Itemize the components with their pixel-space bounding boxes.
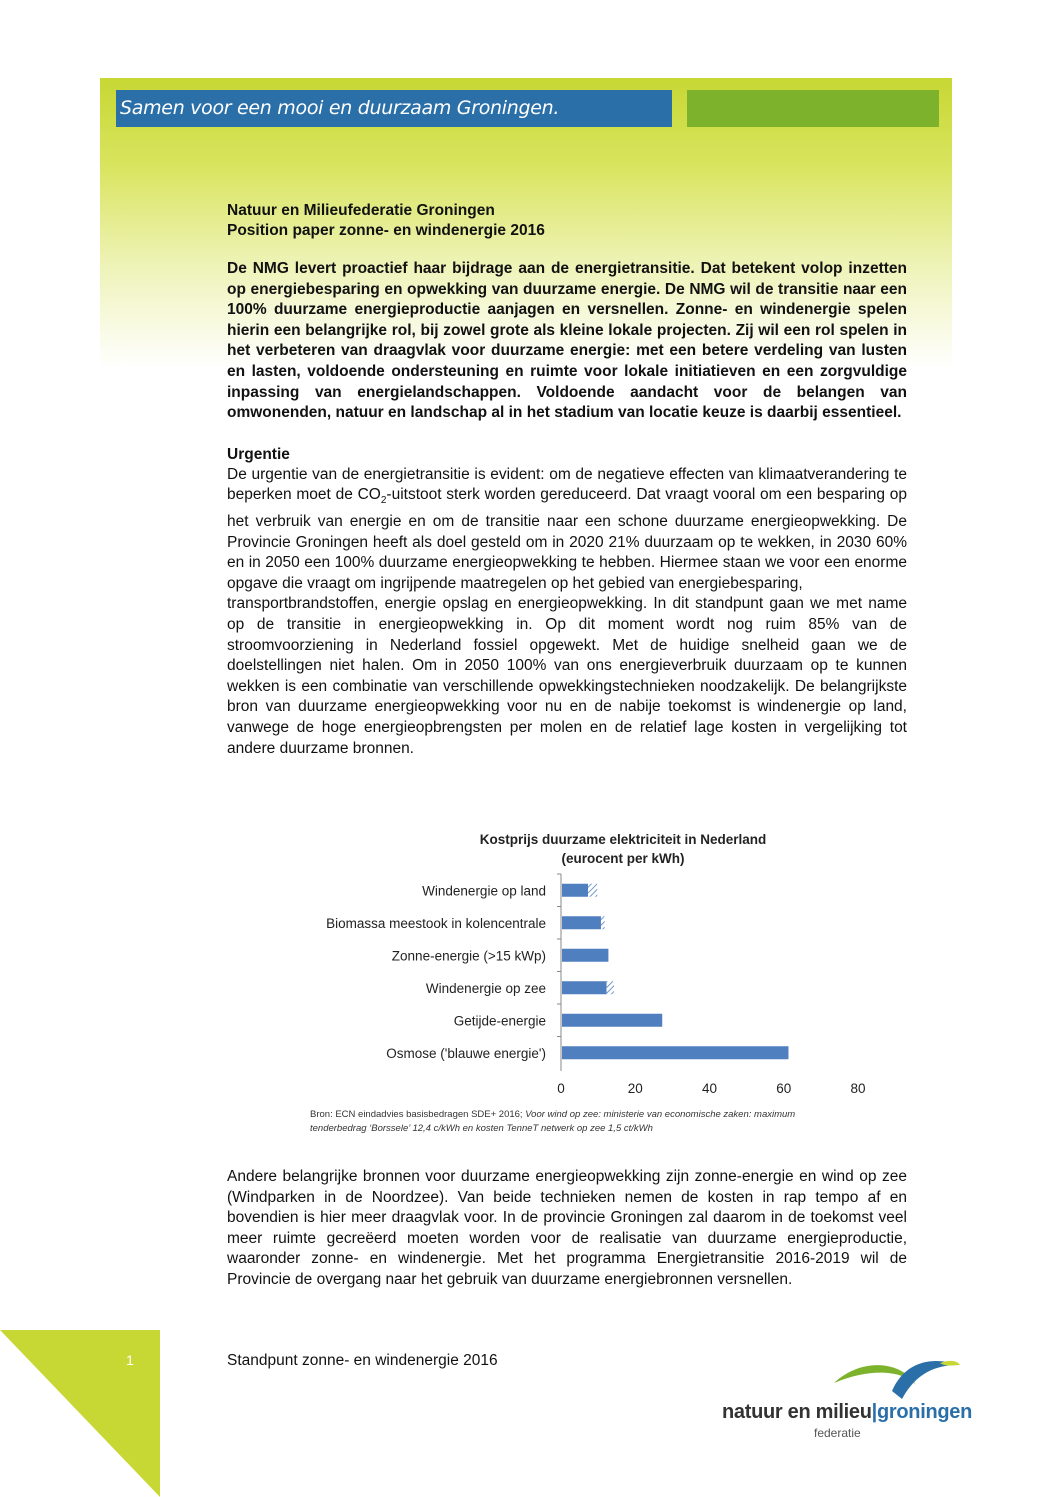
logo-natuur-en-milieu: natuur en milieu — [722, 1401, 872, 1423]
chart-x-tick-label: 60 — [776, 1081, 792, 1096]
chart-category-label: Biomassa meestook in kolencentrale — [326, 915, 546, 931]
chart-source-prefix: Bron: ECN eindadvies basisbedragen SDE+ 2016; — [310, 1109, 526, 1120]
slogan-banner: Samen voor een mooi en duurzaam Groningen. — [116, 90, 672, 127]
chart-category-label: Osmose ('blauwe energie') — [386, 1045, 546, 1061]
chart-category-label: Windenergie op zee — [425, 980, 546, 996]
chart-bar-range-hatch — [588, 884, 597, 897]
organization-name: Natuur en Milieufederatie Groningen — [227, 202, 495, 219]
urgency-paragraph-1 — [227, 465, 907, 595]
green-banner-block — [687, 90, 939, 127]
chart-x-tick-label: 20 — [627, 1081, 643, 1096]
logo-groningen: groningen — [876, 1401, 973, 1423]
co2-subscript: 2 — [380, 495, 387, 507]
bird-leaf-logo-icon — [832, 1355, 962, 1405]
logo-separator: | — [871, 1401, 877, 1423]
corner-triangle-decoration — [0, 1330, 160, 1497]
urgency-text-a: De urgentie van de energietransitie is evident: om de negatieve effecten van klimaatverandering te beperken moet de CO — [227, 465, 907, 504]
chart-bar — [562, 916, 601, 929]
footer-title: Standpunt zonne- en windenergie 2016 — [227, 1352, 498, 1369]
chart-bar — [562, 884, 588, 897]
chart-category-label: Getijde-energie — [453, 1013, 546, 1029]
logo-wordmark — [722, 1401, 972, 1424]
chart-bar — [562, 949, 608, 962]
chart-title: Kostprijs duurzame elektriciteit in Nederland — [479, 832, 767, 847]
cost-chart — [298, 826, 898, 1146]
chart-subtitle: (eurocent per kWh) — [561, 851, 685, 866]
intro-paragraph: De NMG levert proactief haar bijdrage aan de energietransitie. Dat betekent volop inzetten op energiebesparing en opwekking van duurzame energie. De NMG wil de transitie naar een 100% duurzame energieproductie aanjagen en versnellen. Zonne- en windenergie spelen hierin een belangrijke rol, bij zowel grote als kleine lokale projecten. Zij wil een rol spelen in het verbeteren van draagvlak voor duurzame energie: met een betere verdeling van lusten en lasten, voldoende ondersteuning en ruimte voor lokale initiatieven en een zorgvuldige inpassing van energielandschappen. Voldoende aandacht voor de belangen van omwonenden, natuur en landschap al in het stadium van locatie keuze is daarbij essentieel. — [227, 260, 907, 422]
paragraph-after-chart: Andere belangrijke bronnen voor duurzame energieopwekking zijn zonne-energie en wind op zee (Windparken in de Noordzee). Van beide technieken nemen de kosten in rap tempo af en bovendien is hier meer draagvlak voor. In de provincie Groningen zal daarom in de toekomst veel meer ruimte gecreëerd moeten worden voor de realisatie van duurzame energieproductie, waaronder zonne- en windenergie. Met het programma Energietransitie 2016-2019 wil de Provincie de overgang naar het gebruik van duurzame energiebronnen versnellen. — [227, 1168, 907, 1288]
chart-bar — [562, 1046, 788, 1059]
chart-marks — [326, 874, 865, 1096]
document-body — [227, 201, 907, 759]
section-heading-urgentie: Urgentie — [227, 445, 290, 463]
chart-x-tick-label: 40 — [701, 1081, 718, 1096]
chart-source-italic: Voor wind op zee: ministerie van economische zaken: maximum tenderbedrag ‘Borssele’ 12,4 c/kWh en kosten TenneT netwerk op zee 1,5 ct/kWh — [310, 1109, 796, 1134]
chart-bar — [562, 981, 607, 994]
chart-category-label: Zonne-energie (>15 kWp) — [391, 948, 546, 964]
cost-chart-svg — [298, 826, 898, 1111]
urgency-text-b: -uitstoot sterk worden gereduceerd. Dat vraagt vooral om een besparing op het verbruik van energie en om de transitie naar een schone duurzame energieopwekking. De Provincie Groningen heeft als doel gesteld om in 2020 21% duurzaam op te wekken, in 2030 60% en in 2050 een 100% duurzame energieopwekking te hebben. Hiermee staan we voor een enorme opgave die vraagt om ingrijpende maatregelen op het gebied van energiebesparing, — [227, 486, 907, 592]
document-title: Position paper zonne- en windenergie 2016 — [227, 222, 545, 239]
chart-x-tick-label: 0 — [557, 1081, 565, 1096]
chart-bar-range-hatch — [601, 916, 605, 929]
chart-bar — [562, 1014, 662, 1027]
chart-category-label: Windenergie op land — [422, 883, 546, 899]
urgency-paragraph-2: transportbrandstoffen, energie opslag en energieopwekking. In dit standpunt gaan we met name op de transitie in energieopwekking in. Op dit moment wordt nog ruim 85% van de stroomvoorziening in Nederland fossiel opgewekt. Met de huidige snelheid gaan we de doelstellingen niet halen. Om in 2050 100% van ons energieverbruik duurzaam op te kunnen wekken is een combinatie van verschillende opwekkingstechnieken noodzakelijk. De belangrijkste bron van duurzame energieopwekking voor nu en de nabije toekomst is windenergie op land, vanwege de hoge energieopbrengsten per molen en de relatief lage kosten in vergelijking tot andere duurzame bronnen. — [227, 595, 907, 757]
page-number: 1 — [126, 1352, 134, 1368]
logo-federatie: federatie — [814, 1426, 861, 1440]
chart-x-tick-label: 80 — [850, 1081, 866, 1096]
chart-source-note — [310, 1108, 830, 1136]
chart-bar-range-hatch — [607, 981, 614, 994]
nmg-logo — [722, 1355, 1002, 1455]
